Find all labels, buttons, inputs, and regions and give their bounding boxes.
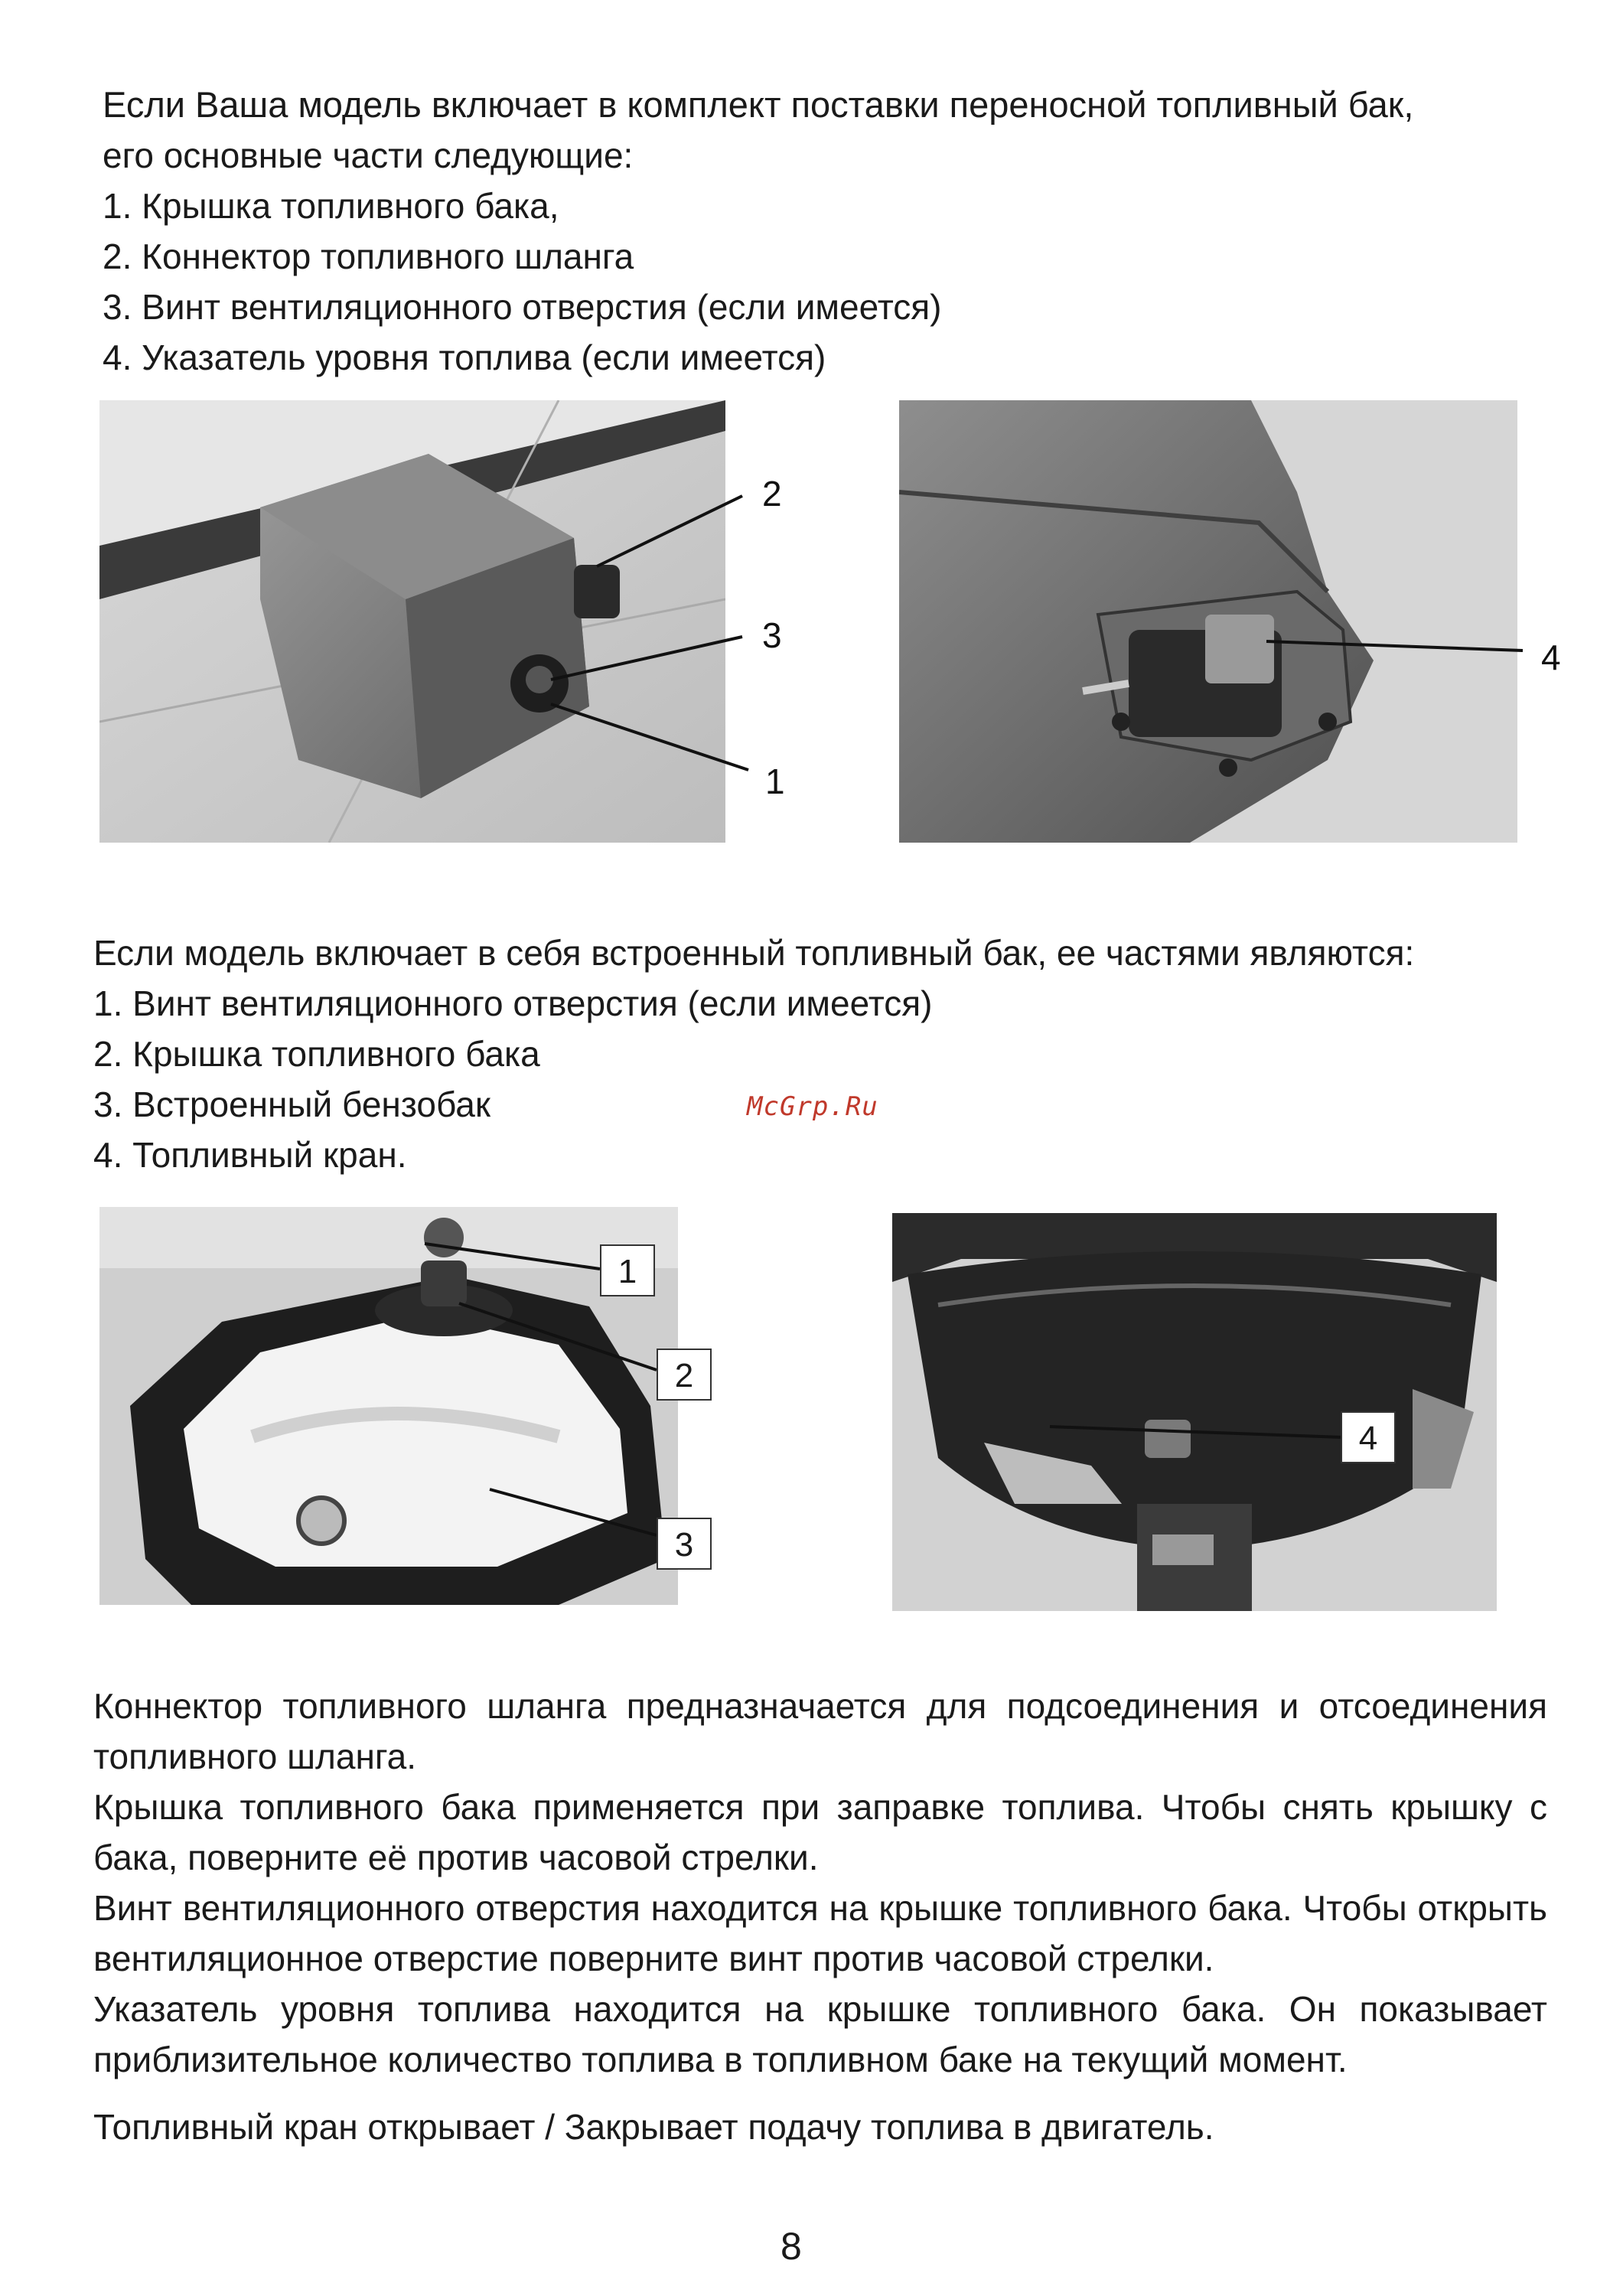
callout-number: 1 — [600, 1244, 655, 1296]
callout-number: 4 — [1541, 638, 1561, 677]
intro-line-1: Если Ваша модель включает в комплект поставки переносной топливный бак, — [103, 84, 1414, 125]
callout-number: 3 — [762, 615, 782, 655]
list-item: 3. Винт вентиляционного отверстия (если имеется) — [103, 287, 942, 327]
callout-number: 2 — [762, 474, 782, 514]
list-item: 2. Коннектор топливного шланга — [103, 236, 634, 276]
callout-number: 4 — [1341, 1411, 1396, 1463]
callout-number: 3 — [657, 1518, 712, 1570]
list-item: 4. Топливный кран. — [93, 1135, 407, 1175]
fuel-level-indicator-photo — [899, 400, 1517, 843]
list-item: 2. Крышка топливного бака — [93, 1034, 540, 1074]
callout-number: 1 — [765, 762, 785, 801]
list-item: 4. Указатель уровня топлива (если имеется) — [103, 338, 826, 377]
list-item: 3. Встроенный бензобак — [93, 1084, 490, 1124]
section2-intro: Если модель включает в себя встроенный топливный бак, ее частями являются: — [93, 933, 1415, 973]
list-item: 1. Винт вентиляционного отверстия (если имеется) — [93, 983, 933, 1023]
fuel-valve-photo — [892, 1213, 1497, 1611]
description-paragraph: Крышка топливного бака применяется при заправке топлива. Чтобы снять крышку с бака, поверните её против часовой стрелки. — [93, 1787, 1547, 1877]
description-paragraph: Коннектор топливного шланга предназначается для подсоединения и отсоединения топливного шланга. — [93, 1686, 1547, 1776]
built-in-tank-photo — [99, 1207, 678, 1605]
final-note: Топливный кран открывает / Закрывает подачу топлива в двигатель. — [93, 2107, 1214, 2147]
watermark: McGrp.Ru — [747, 1091, 878, 1122]
description-paragraph: Винт вентиляционного отверстия находится на крышке топливного бака. Чтобы открыть вентиляционное отверстие поверните винт против часовой стрелки. — [93, 1888, 1547, 1978]
intro-line-2: его основные части следующие: — [103, 135, 634, 175]
description-paragraph: Указатель уровня топлива находится на крышке топливного бака. Он показывает приблизительное количество топлива в топливном баке на текущий момент. — [93, 1989, 1547, 2079]
list-item: 1. Крышка топливного бака, — [103, 186, 559, 226]
callout-number: 2 — [657, 1349, 712, 1401]
portable-tank-photo — [99, 400, 725, 843]
page-number: 8 — [781, 2225, 802, 2268]
